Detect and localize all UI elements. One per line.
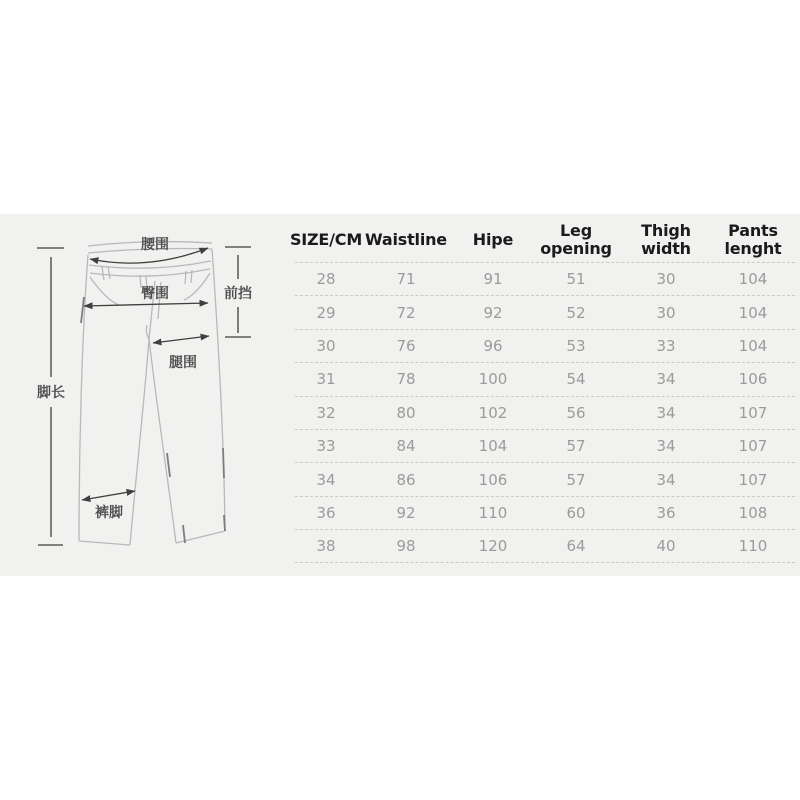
cell-thigh-width: 34 bbox=[656, 370, 676, 389]
cell-hip: 100 bbox=[478, 370, 508, 389]
cell-size: 38 bbox=[316, 536, 336, 555]
leg-length-label: 脚长 bbox=[37, 385, 65, 401]
cell-pants-length: 107 bbox=[738, 403, 768, 422]
cell-thigh-width: 34 bbox=[656, 403, 676, 422]
cell-thigh-width: 30 bbox=[656, 303, 676, 322]
cell-pants-length: 104 bbox=[738, 303, 768, 322]
front-rise-label: 前挡 bbox=[224, 286, 252, 302]
cell-size: 34 bbox=[316, 470, 336, 489]
cell-waistline: 98 bbox=[396, 536, 416, 555]
table-row bbox=[295, 462, 795, 495]
cell-leg-opening: 60 bbox=[566, 503, 586, 522]
size-table-header-row bbox=[289, 218, 795, 262]
cell-hip: 92 bbox=[483, 303, 503, 322]
cell-leg-opening: 64 bbox=[566, 536, 586, 555]
cell-waistline: 92 bbox=[396, 503, 416, 522]
waist-label: 腰围 bbox=[141, 237, 169, 253]
cell-hip: 120 bbox=[478, 536, 508, 555]
cell-hip: 91 bbox=[483, 270, 503, 289]
cell-pants-length: 104 bbox=[738, 270, 768, 289]
cell-waistline: 78 bbox=[396, 370, 416, 389]
hip-label: 臀围 bbox=[141, 286, 169, 302]
hem-label: 裤脚 bbox=[95, 505, 123, 521]
cell-hip: 106 bbox=[478, 470, 508, 489]
table-row bbox=[295, 396, 795, 429]
cell-size: 28 bbox=[316, 270, 336, 289]
cell-waistline: 72 bbox=[396, 303, 416, 322]
cell-leg-opening: 54 bbox=[566, 370, 586, 389]
cell-leg-opening: 57 bbox=[566, 470, 586, 489]
cell-waistline: 76 bbox=[396, 336, 416, 355]
size-table bbox=[289, 218, 795, 563]
table-row bbox=[295, 329, 795, 362]
cell-thigh-width: 30 bbox=[656, 270, 676, 289]
cell-size: 30 bbox=[316, 336, 336, 355]
cell-leg-opening: 57 bbox=[566, 437, 586, 456]
cell-leg-opening: 56 bbox=[566, 403, 586, 422]
cell-pants-length: 104 bbox=[738, 336, 768, 355]
cell-size: 33 bbox=[316, 437, 336, 456]
column-header-size: SIZE/CM bbox=[289, 229, 363, 249]
cell-pants-length: 107 bbox=[738, 437, 768, 456]
cell-pants-length: 107 bbox=[738, 470, 768, 489]
cell-size: 31 bbox=[316, 370, 336, 389]
cell-waistline: 84 bbox=[396, 437, 416, 456]
cell-size: 32 bbox=[316, 403, 336, 422]
cell-pants-length: 108 bbox=[738, 503, 768, 522]
column-header-leg-opening: Leg opening bbox=[540, 220, 612, 258]
pants-sketch bbox=[18, 215, 274, 575]
cell-thigh-width: 36 bbox=[656, 503, 676, 522]
cell-hip: 110 bbox=[478, 503, 508, 522]
column-header-pants-length: Pants lenght bbox=[724, 220, 782, 258]
thigh-label: 腿围 bbox=[169, 355, 197, 371]
cell-hip: 104 bbox=[478, 437, 508, 456]
cell-waistline: 80 bbox=[396, 403, 416, 422]
cell-waistline: 86 bbox=[396, 470, 416, 489]
table-row bbox=[295, 496, 795, 529]
column-header-thigh-width: Thigh width bbox=[641, 220, 691, 258]
cell-hip: 102 bbox=[478, 403, 508, 422]
cell-thigh-width: 33 bbox=[656, 336, 676, 355]
cell-hip: 96 bbox=[483, 336, 503, 355]
cell-leg-opening: 52 bbox=[566, 303, 586, 322]
cell-thigh-width: 34 bbox=[656, 437, 676, 456]
column-header-waistline: Waistline bbox=[365, 229, 447, 249]
table-row bbox=[295, 262, 795, 295]
pants-measurement-diagram bbox=[18, 215, 274, 575]
cell-thigh-width: 40 bbox=[656, 536, 676, 555]
table-row bbox=[295, 295, 795, 328]
table-row bbox=[295, 529, 795, 562]
table-row bbox=[295, 429, 795, 462]
cell-waistline: 71 bbox=[396, 270, 416, 289]
cell-leg-opening: 53 bbox=[566, 336, 586, 355]
cell-leg-opening: 51 bbox=[566, 270, 586, 289]
table-row bbox=[295, 362, 795, 395]
cell-pants-length: 110 bbox=[738, 536, 768, 555]
column-header-hip: Hipe bbox=[472, 229, 514, 249]
cell-pants-length: 106 bbox=[738, 370, 768, 389]
cell-size: 36 bbox=[316, 503, 336, 522]
cell-size: 29 bbox=[316, 303, 336, 322]
cell-thigh-width: 34 bbox=[656, 470, 676, 489]
